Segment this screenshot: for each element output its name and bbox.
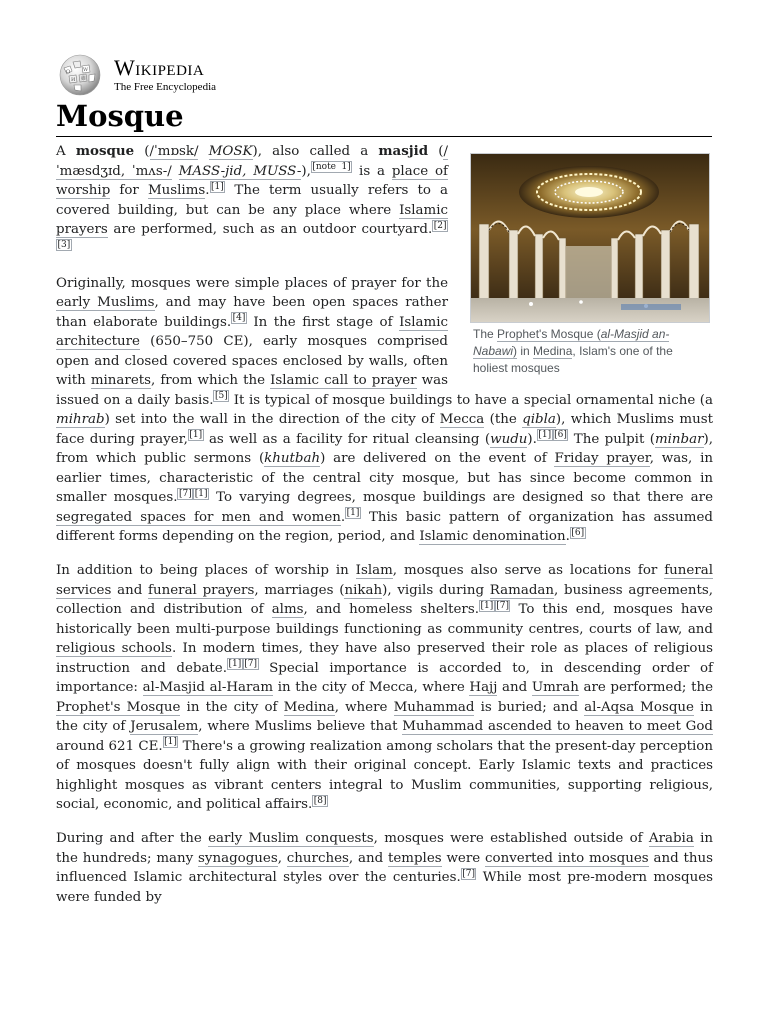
paragraph-3: In addition to being places of worship in Islam, mosques also serve as locations for funeral services and funeral prayers, marriages (nikah), vigils during Ramadan, business agreements, collection and distribution of alms, and homeless shelters. [1] [7] To this end, mosques have historically been multi-purpose buildings functioning as community centres, courts of law, and religious schools. In modern times, they have also preserved their role as places of religious instruction and debate. [1] [7] Special importance is accorded to, in descending order of importance: al-Masjid al-Haram in the city of Mecca, where Hajj and Umrah are performed; the Prophet's Mosque in the city of Medina, where Muhammad is buried; and al-Aqsa Mosque in the city of Jerusalem, where Muslims believe that Muhammad ascended to heaven to meet God around 621 CE. [1] There's a growing realization among scholars that the present-day perception of mosques doesn't fully align with their original concept. Early Islamic texts and practices highlight mosques as vibrant centers integral to Muslim communities, supporting religious, social, economic, and political affairs. [8] [56, 563, 714, 812]
note-1-ref[interactable]: [note 1] [312, 162, 351, 173]
paragraph-2: Originally, mosques were simple places of prayer for the early Muslims, and may have been open spaces rather than elaborate buildings. [4] In the first stage of Islamic architecture (650–750 CE), early mosques comprised open and closed covered spaces enclosed by walls, often with minarets, from which the Islamic call to prayer was issued on a daily basis. [5] It is typical of mosque buildings to have a special ornamental niche (a mihrab) set into the wall in the direction of the city of Mecca (the qibla), which Muslims must face during prayer, [1] as well as a facility for ritual cleansing (wudu). [1] [6] The pulpit (minbar), from which public sermons (khutbah) are delivered on the event of Friday prayer, was, in earlier times, characteristic of the central city mosque, but has since become common in smaller mosques. [7] [1] To varying degrees, mosque buildings are designed so that there are segregated spaces for men and women. [1] This basic pattern of organization has assumed different forms depending on the region, period, and Islamic denomination. [6] [56, 275, 714, 544]
wudu-link[interactable]: wudu [490, 431, 528, 447]
respelling-mosque-link[interactable]: MOSK [208, 144, 253, 159]
muhammad-ascended-link[interactable]: Muhammad ascended to heaven to meet God [402, 719, 714, 734]
citation-ref[interactable]: [1] [194, 488, 208, 499]
citation-ref[interactable]: [1] [538, 430, 552, 441]
umrah-link[interactable]: Umrah [531, 680, 579, 695]
citation-ref[interactable]: [6] [571, 527, 585, 538]
islamic-architecture-link[interactable]: Islamic architecture [56, 314, 448, 349]
citation-ref[interactable]: [5] [214, 391, 228, 402]
svg-text:W: W [83, 67, 89, 73]
islam-link[interactable]: Islam [355, 563, 393, 578]
caption-link1-italic: al-Masjid an-Nabawi [473, 327, 670, 358]
respelling-masjid-link[interactable]: MASS-jid, MUSS- [178, 163, 302, 179]
temples-link[interactable]: temples [387, 850, 442, 866]
mihrab-link[interactable]: mihrab [56, 412, 105, 427]
converted-into-mosques-link[interactable]: converted into mosques [485, 850, 649, 866]
prophets-mosque-image[interactable] [470, 153, 710, 323]
place-of-worship-link[interactable]: place of worship [56, 163, 448, 198]
mecca-link[interactable]: Mecca [439, 412, 485, 427]
al-aqsa-mosque-link[interactable]: al-Aqsa Mosque [584, 699, 694, 715]
khutbah-link[interactable]: khutbah [264, 451, 321, 466]
citation-ref[interactable]: [1] [346, 508, 360, 519]
caption-mid: in [517, 344, 534, 358]
early-muslims-link[interactable]: early Muslims [56, 295, 155, 310]
ramadan-link[interactable]: Ramadan [489, 582, 555, 598]
svg-text:И: И [71, 77, 76, 83]
minbar-link[interactable]: minbar [654, 431, 704, 447]
al-masjid-al-haram-link[interactable]: al-Masjid al-Haram [142, 680, 274, 695]
article-body [56, 142, 713, 922]
qibla-link[interactable]: qibla [522, 412, 556, 427]
svg-text:Ω: Ω [66, 69, 71, 75]
early-muslim-conquests-link[interactable]: early Muslim conquests [208, 831, 374, 846]
nikah-link[interactable]: nikah [344, 582, 383, 598]
caption-link1-text: Prophet's Mosque ( [497, 327, 601, 341]
hajj-link[interactable]: Hajj [469, 680, 498, 695]
wordmark-tagline: The Free Encyclopedia [114, 81, 217, 93]
friday-prayer-link[interactable]: Friday prayer [554, 451, 650, 466]
site-header [56, 54, 356, 98]
citation-ref[interactable]: [1] [164, 737, 177, 748]
caption-prefix: The [473, 327, 498, 341]
muslims-link[interactable]: Muslims [147, 183, 206, 198]
medina-link[interactable]: Medina [283, 699, 335, 715]
religious-schools-link[interactable]: religious schools [56, 641, 172, 656]
citation-ref[interactable]: [1] [480, 600, 494, 611]
islamic-call-to-prayer-link[interactable]: Islamic call to prayer [270, 373, 417, 388]
citation-ref[interactable]: [7] [244, 659, 257, 670]
term-masjid: masjid [378, 143, 429, 159]
caption-link1-close: ) [513, 344, 518, 358]
synagogues-link[interactable]: synagogues [198, 850, 278, 866]
paragraph-4: During and after the early Muslim conquests, mosques were established outside of Arabia in the hundreds; many synagogues, churches, and temples were converted into mosques and thus influenced Islamic architectural styles over the centuries. [7] While most pre-modern mosques were funded by [56, 831, 713, 905]
islamic-denomination-link[interactable]: Islamic denomination [419, 529, 566, 544]
funeral-services-link[interactable]: funeral services [56, 563, 714, 598]
ipa-masjid-link[interactable]: /ˈmæsdʒɪd, ˈmʌs-/ [56, 144, 448, 179]
jerusalem-link[interactable]: Jerusalem [130, 719, 199, 734]
medina-caption-link[interactable]: Medina [533, 344, 573, 358]
citation-ref[interactable]: [1] [211, 181, 224, 192]
citation-ref[interactable]: [7] [178, 488, 192, 499]
segregated-spaces-link[interactable]: segregated spaces for men and women [56, 509, 341, 525]
arabia-link[interactable]: Arabia [648, 831, 694, 846]
minarets-link[interactable]: minarets [90, 373, 151, 388]
citation-ref[interactable]: [8] [313, 795, 327, 806]
alms-link[interactable]: alms [271, 602, 304, 617]
wikipedia-wordmark[interactable] [114, 57, 216, 93]
wikipedia-globe-logo[interactable] [56, 54, 104, 96]
muhammad-link[interactable]: Muhammad [393, 699, 475, 715]
citation-ref[interactable]: [1] [189, 430, 203, 441]
term-mosque: mosque [75, 143, 135, 159]
wordmark-title: Wikipedia [114, 55, 205, 80]
citation-ref[interactable]: [4] [232, 313, 246, 324]
svg-text:維: 維 [81, 76, 87, 82]
citation-ref[interactable]: [3] [57, 240, 71, 251]
citation-ref[interactable]: [6] [554, 430, 567, 441]
lead-figure [470, 153, 710, 377]
paragraph-1: A mosque (/ˈmɒsk/ MOSK), also called a masjid (/ˈmæsdʒɪd, ˈmʌs-/ MASS-jid, MUSS-), [note 1] is a place of worship for Muslims. [1] The term usually refers to a covered building, but can be any place where Islamic prayers are performed, such as an outdoor courtyard. [2][3] [56, 143, 448, 251]
citation-ref[interactable]: [7] [462, 868, 475, 879]
islamic-prayers-link[interactable]: Islamic prayers [56, 202, 448, 237]
funeral-prayers-link[interactable]: funeral prayers [148, 582, 255, 598]
citation-ref[interactable]: [1] [228, 659, 242, 670]
citation-ref[interactable]: [7] [496, 600, 509, 611]
figure-caption [470, 326, 710, 377]
ipa-mosque-link[interactable]: /ˈmɒsk/ [149, 144, 199, 159]
prophets-mosque-link[interactable]: Prophet's Mosque [56, 699, 181, 715]
page-title: Mosque [56, 97, 712, 137]
churches-link[interactable]: churches [286, 850, 349, 866]
citation-ref[interactable]: [2] [433, 220, 447, 231]
caption-suffix: , Islam's one of the holiest mosques [473, 344, 673, 375]
